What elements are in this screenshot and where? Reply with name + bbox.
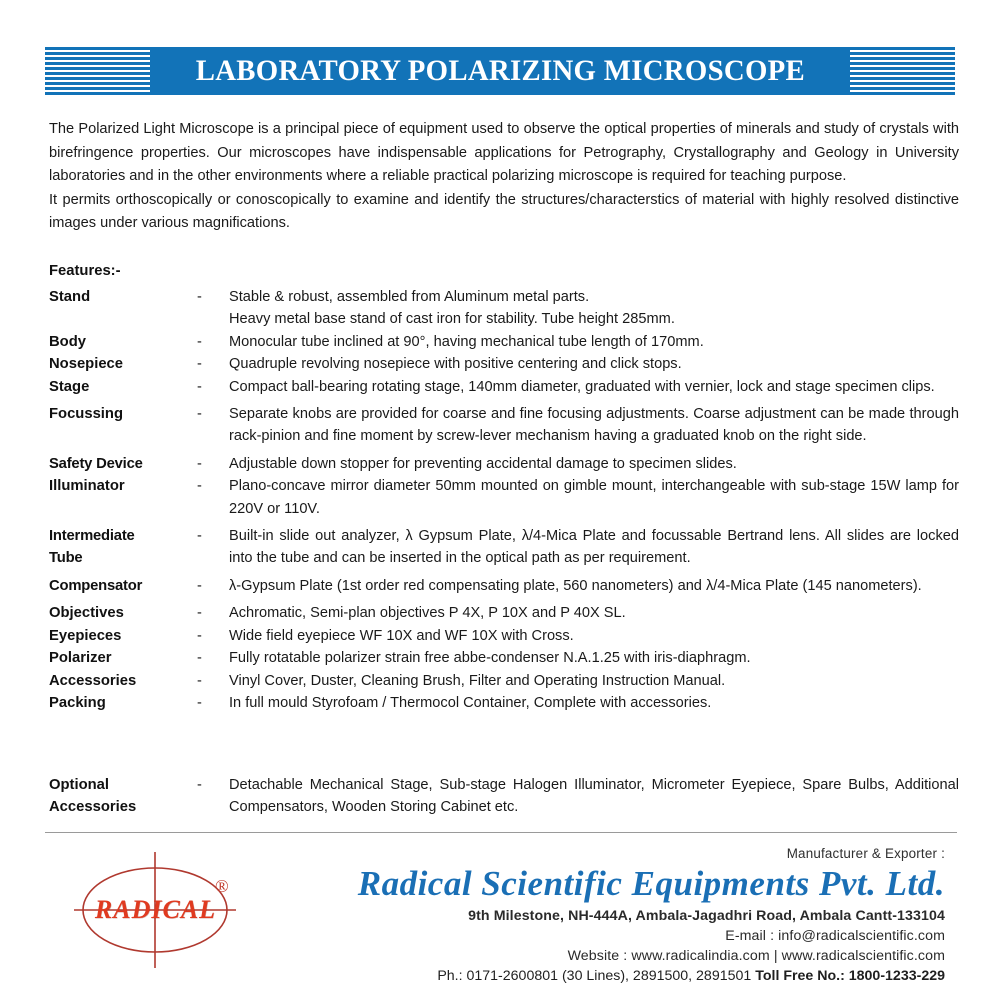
- company-name: Radical Scientific Equipments Pvt. Ltd.: [357, 864, 945, 903]
- feature-label: Nosepiece: [49, 356, 124, 373]
- banner-stripes-right-icon: [850, 47, 955, 95]
- feature-row-objectives: [49, 602, 959, 624]
- phone-numbers: Ph.: 0171-2600801 (30 Lines), 2891500, 2891501: [437, 968, 756, 984]
- feature-row-intermediate-tube: [49, 525, 959, 570]
- feature-label: Stage: [49, 378, 90, 395]
- feature-row-stand: [49, 286, 959, 331]
- feature-dash: -: [197, 777, 202, 793]
- feature-value: In full mould Styrofoam / Thermocol Container, Complete with accessories.: [229, 694, 712, 711]
- page-title: LABORATORY POLARIZING MICROSCOPE: [195, 54, 805, 87]
- header-banner: [45, 47, 955, 95]
- logo-wordmark: RADICAL: [94, 895, 217, 924]
- feature-dash: -: [197, 605, 202, 622]
- feature-label: Stand: [49, 289, 91, 305]
- feature-label: Illuminator: [49, 478, 125, 495]
- feature-dash: -: [197, 694, 202, 711]
- feature-label: Body: [49, 333, 86, 350]
- feature-dash: -: [197, 478, 202, 495]
- footer-divider: [45, 832, 957, 833]
- feature-dash: -: [197, 378, 202, 395]
- features-list: [49, 286, 959, 714]
- feature-value: Detachable Mechanical Stage, Sub-stage Halogen Illuminator, Micrometer Eyepiece, Spare Bulbs, Additional Compensators, Wooden Storing Cabinet etc.: [229, 777, 959, 816]
- feature-value-line-2: Heavy metal base stand of cast iron for stability. Tube height 285mm.: [229, 311, 675, 328]
- feature-row-body: [49, 331, 959, 353]
- registered-trademark-icon: ®: [215, 876, 229, 896]
- feature-dash: -: [197, 650, 202, 667]
- intro-section: [49, 118, 959, 236]
- feature-row-stage: [49, 376, 959, 398]
- feature-dash: -: [197, 333, 202, 350]
- feature-value: Wide field eyepiece WF 10X and WF 10X with Cross.: [229, 627, 574, 644]
- feature-value: Adjustable down stopper for preventing accidental damage to specimen slides.: [229, 455, 737, 472]
- feature-label: Focussing: [49, 406, 123, 423]
- manufacturer-label: Manufacturer & Exporter :: [786, 846, 945, 861]
- toll-free-number: Toll Free No.: 1800-1233-229: [755, 968, 945, 984]
- feature-value: Quadruple revolving nosepiece with positive centering and click stops.: [229, 356, 682, 373]
- feature-label: Compensator: [49, 577, 143, 594]
- feature-label: Accessories: [49, 672, 137, 689]
- feature-value: [229, 286, 959, 331]
- feature-dash: -: [197, 406, 202, 423]
- feature-label: Polarizer: [49, 650, 112, 667]
- feature-value: Monocular tube inclined at 90°, having mechanical tube length of 170mm.: [229, 333, 704, 350]
- feature-dash: -: [197, 672, 202, 689]
- footer-contact-block: [245, 840, 945, 984]
- feature-row-eyepieces: [49, 625, 959, 647]
- feature-row-compensator: [49, 575, 959, 597]
- feature-dash: -: [197, 577, 202, 594]
- feature-dash: -: [197, 289, 202, 305]
- optional-accessories-section: [49, 774, 959, 819]
- feature-value: Separate knobs are provided for coarse and fine focusing adjustments. Coarse adjustment can be made through rack-pinion and fine moment by screw-lever mechanism having a graduated knob on the right side.: [229, 406, 959, 445]
- feature-row-nosepiece: [49, 353, 959, 375]
- feature-value: Vinyl Cover, Duster, Cleaning Brush, Filter and Operating Instruction Manual.: [229, 672, 726, 689]
- feature-label: [49, 774, 197, 819]
- website-line: Website : www.radicalindia.com | www.radicalscientific.com: [567, 948, 945, 964]
- feature-label: Packing: [49, 694, 106, 711]
- feature-label: Eyepieces: [49, 627, 122, 644]
- feature-value: Achromatic, Semi-plan objectives P 4X, P 10X and P 40X SL.: [229, 605, 626, 622]
- feature-label: Objectives: [49, 605, 124, 622]
- feature-row-illuminator: [49, 475, 959, 520]
- banner-title-container: [152, 47, 848, 95]
- feature-value: λ-Gypsum Plate (1st order red compensating plate, 560 nanometers) and λ/4-Mica Plate (145 nanometers).: [229, 577, 922, 594]
- feature-row-focussing: [49, 403, 959, 448]
- feature-label: Safety Device: [49, 455, 143, 472]
- feature-value-line-1: Stable & robust, assembled from Aluminum metal parts.: [229, 289, 590, 305]
- phone-line: [245, 968, 945, 984]
- intro-paragraph-1: The Polarized Light Microscope is a principal piece of equipment used to observe the optical properties of minerals and study of crystals with birefringence properties. Our microscopes have indispensable applications for Petrography, Crystallography and Geology in University laboratories and in the other environments where a reliable practical polarizing microscope is required for teaching purpose.: [49, 121, 959, 184]
- feature-dash: -: [197, 528, 202, 545]
- feature-value: Plano-concave mirror diameter 50mm mounted on gimble mount, interchangeable with sub-stage 15W lamp for 220V or 110V.: [229, 478, 959, 517]
- feature-label-line-2: Tube: [49, 550, 83, 567]
- feature-label-line-1: Intermediate: [49, 528, 135, 545]
- feature-row-optional-accessories: [49, 774, 959, 819]
- feature-row-accessories: [49, 670, 959, 692]
- feature-label: [49, 525, 197, 570]
- features-heading: Features:-: [49, 263, 121, 279]
- feature-dash: -: [197, 627, 202, 644]
- radical-logo: [60, 848, 250, 968]
- feature-dash: -: [197, 455, 202, 472]
- feature-value: Built-in slide out analyzer, λ Gypsum Plate, λ/4-Mica Plate and focussable Bertrand lens. All slides are locked into the tube and can be inserted in the optical path as per requirement.: [229, 528, 959, 567]
- feature-row-safety-device: [49, 453, 959, 475]
- optional-label-line-1: Optional: [49, 777, 110, 793]
- banner-stripes-left-icon: [45, 47, 150, 95]
- feature-row-packing: [49, 692, 959, 714]
- feature-value: Fully rotatable polarizer strain free abbe-condenser N.A.1.25 with iris-diaphragm.: [229, 650, 751, 667]
- feature-row-polarizer: [49, 647, 959, 669]
- feature-value: Compact ball-bearing rotating stage, 140mm diameter, graduated with vernier, lock and stage specimen clips.: [229, 378, 935, 395]
- email-line: E-mail : info@radicalscientific.com: [725, 928, 945, 944]
- company-address: 9th Milestone, NH-444A, Ambala-Jagadhri Road, Ambala Cantt-133104: [468, 908, 945, 924]
- footer: [45, 840, 957, 990]
- feature-dash: -: [197, 356, 202, 373]
- intro-paragraph-2: It permits orthoscopically or conoscopically to examine and identify the structures/characterstics of material with highly resolved distinctive images under various magnifications.: [49, 191, 959, 231]
- optional-label-line-2: Accessories: [49, 799, 137, 816]
